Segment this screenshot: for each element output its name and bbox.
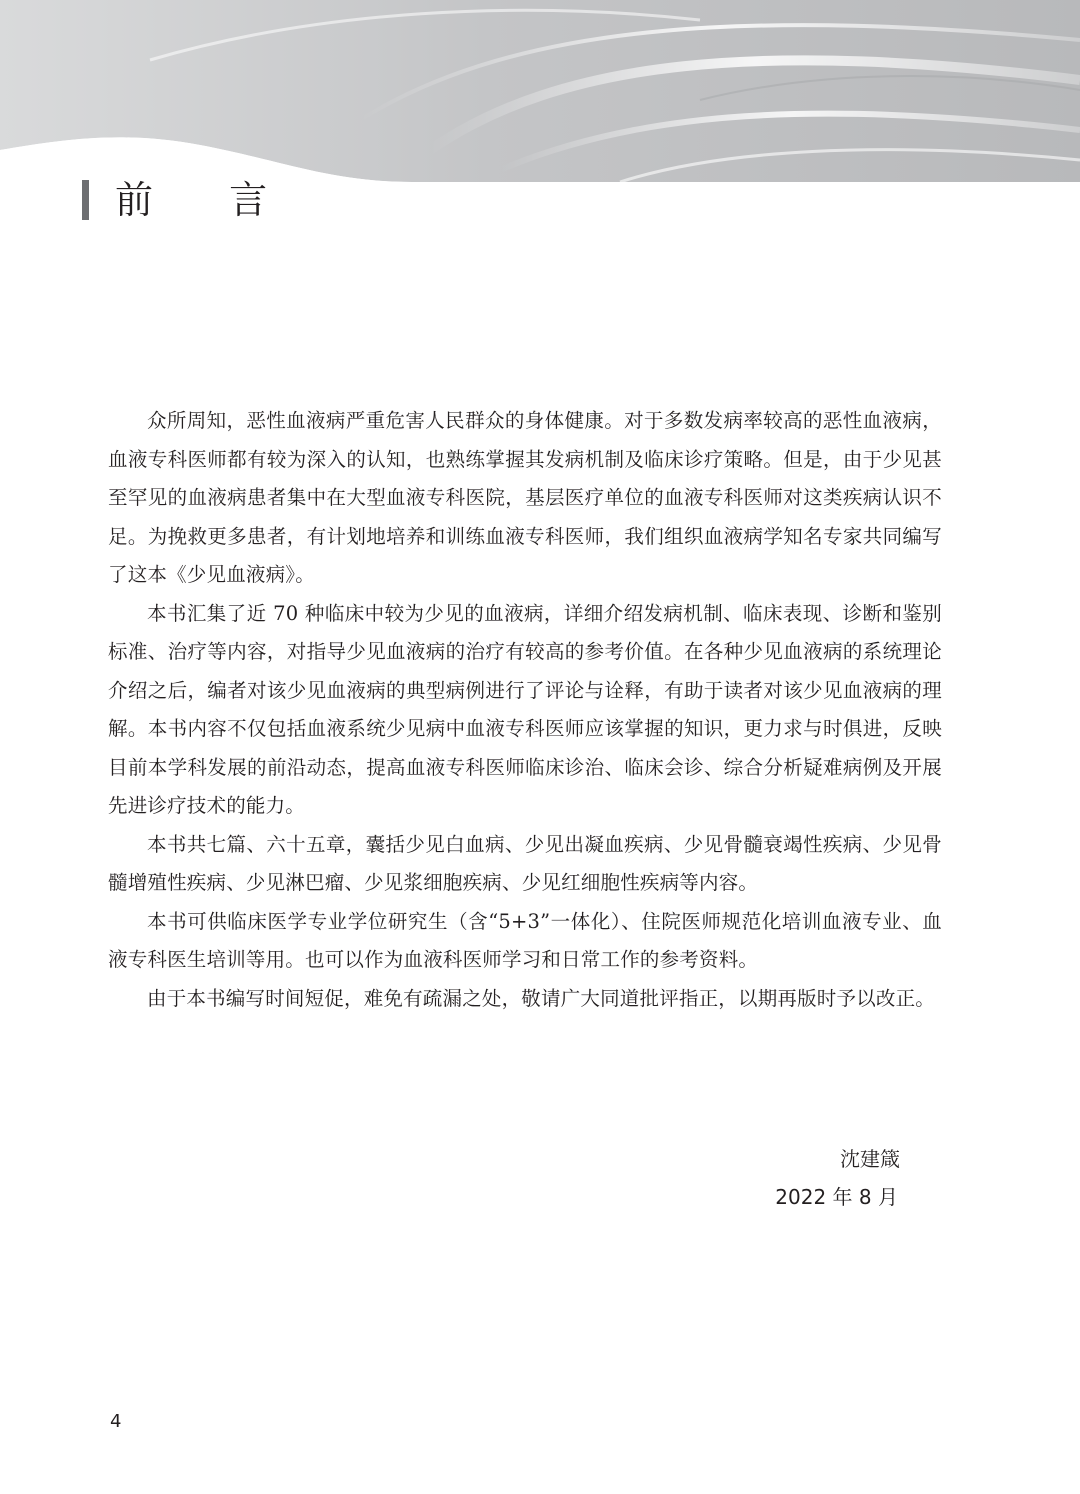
paragraph: 本书共七篇、六十五章，囊括少见白血病、少见出凝血疾病、少见骨髓衰竭性疾病、少见骨髓增殖性疾病、少见淋巴瘤、少见浆细胞疾病、少见红细胞性疾病等内容。 <box>108 832 942 894</box>
author-name: 沈建箴 <box>840 1147 900 1171</box>
signature-block <box>775 1140 898 1216</box>
paragraph: 本书可供临床医学专业学位研究生（含“5+3”一体化）、住院医师规范化培训血液专业、血液专科医生培训等用。也可以作为血液科医师学习和日常工作的参考资料。 <box>108 909 942 971</box>
header-decoration <box>0 0 1080 182</box>
paragraph: 由于本书编写时间短促，难免有疏漏之处，敬请广大同道批评指正，以期再版时予以改正。 <box>147 986 936 1010</box>
page-title: 前 言 <box>115 178 300 222</box>
paragraph: 本书汇集了近 70 种临床中较为少见的血液病，详细介绍发病机制、临床表现、诊断和鉴别标准、治疗等内容，对指导少见血液病的治疗有较高的参考价值。在各种少见血液病的系统理论介绍之后，编者对该少见血液病的典型病例进行了评论与诠释，有助于读者对该少见血液病的理解。本书内容不仅包括血液系统少见病中血液专科医师应该掌握的知识，更力求与时俱进，反映目前本学科发展的前沿动态，提高血液专科医师临床诊治、临床会诊、综合分析疑难病例及开展先进诊疗技术的能力。 <box>108 601 942 817</box>
title-marker-bar <box>82 180 89 220</box>
paragraph: 众所周知，恶性血液病严重危害人民群众的身体健康。对于多数发病率较高的恶性血液病，血液专科医师都有较为深入的认知，也熟练掌握其发病机制及临床诊疗策略。但是，由于少见甚至罕见的血液病患者集中在大型血液专科医院，基层医疗单位的血液专科医师对这类疾病认识不足。为挽救更多患者，有计划地培养和训练血液专科医师，我们组织血液病学知名专家共同编写了这本《少见血液病》。 <box>108 409 942 586</box>
signature-date: 2022 年 8 月 <box>775 1185 898 1209</box>
page-number: 4 <box>110 1411 122 1432</box>
page-title-block <box>82 176 299 224</box>
preface-body <box>108 402 942 1018</box>
